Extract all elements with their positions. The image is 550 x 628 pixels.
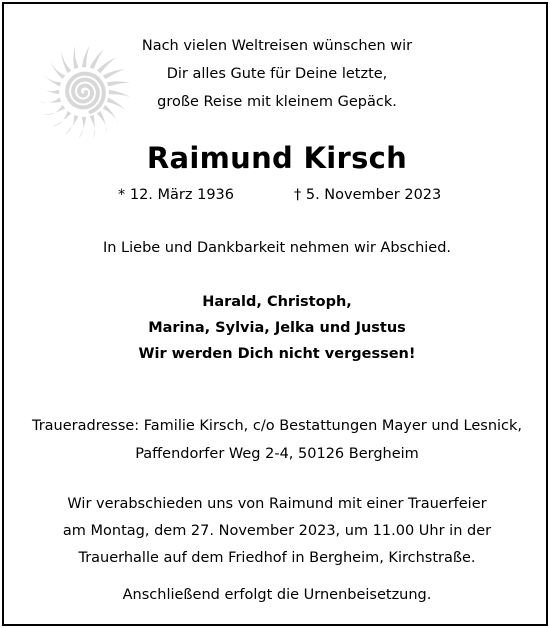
sun-ray xyxy=(97,111,107,133)
address-line-2: Paffendorfer Weg 2-4, 50126 Bergheim xyxy=(135,446,419,462)
ceremony-line-1: Wir verabschieden uns von Raimund mit einer Trauerfeier xyxy=(67,496,487,512)
motto-line-1: Nach vielen Weltreisen wünschen wir xyxy=(141,38,413,54)
sun-ray xyxy=(78,117,86,139)
farewell-text: In Liebe und Dankbarkeit nehmen wir Abschied. xyxy=(102,240,452,256)
sun-spiral-icon xyxy=(34,42,134,142)
mourners-line-2: Marina, Sylvia, Jelka und Justus xyxy=(148,320,406,336)
ceremony-line-2: am Montag, dem 27. November 2023, um 11.00 Uhr in der xyxy=(62,523,492,539)
motto-line-2: Dir alles Gute für Deine letzte, xyxy=(166,66,388,82)
ceremony-line-3: Trauerhalle auf dem Friedhof in Bergheim, Kirchstraße. xyxy=(78,550,476,566)
address-line-1: Traueradresse: Familie Kirsch, c/o Bestattungen Mayer und Lesnick, xyxy=(31,418,523,434)
urn-burial-text: Anschließend erfolgt die Urnenbeisetzung. xyxy=(122,587,432,603)
motto-line-3: große Reise mit kleinem Gepäck. xyxy=(157,94,397,110)
mourners-line-1: Harald, Christoph, xyxy=(202,294,352,310)
birth-date: * 12. März 1936 xyxy=(118,187,235,203)
death-date: † 5. November 2023 xyxy=(294,187,442,203)
obituary-frame xyxy=(2,2,548,626)
sun-ray xyxy=(64,115,78,135)
deceased-name: Raimund Kirsch xyxy=(146,141,408,175)
sun-ray xyxy=(52,111,71,127)
sun-ray xyxy=(90,115,95,138)
mourners-line-3: Wir werden Dich nicht vergessen! xyxy=(138,346,416,362)
